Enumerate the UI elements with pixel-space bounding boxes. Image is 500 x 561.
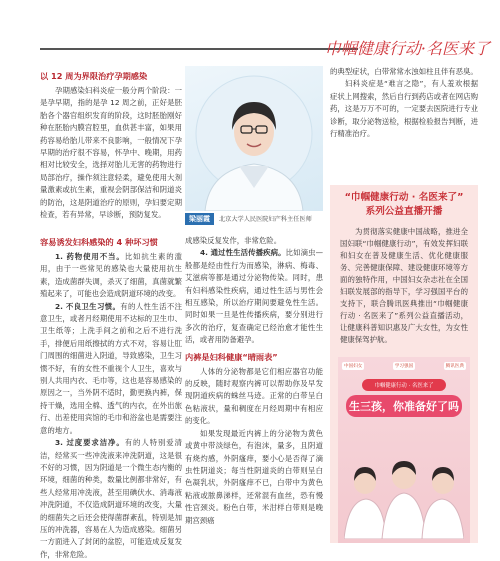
paragraph — [185, 247, 323, 346]
heading-12-weeks: 以 12 周为界限治疗孕期感染 — [40, 71, 148, 81]
doctor-portrait — [185, 66, 323, 211]
subheading: 1. 药物使用不当。 — [55, 252, 125, 261]
paragraph: 妇科炎症是“难言之隐”，有人羞欢根据症状上网搜索，然后自行到药店或者在网店购药，这是万万不可的，一定要去医院进行专业诊断，取分泌物送检，根据检验报告判断，进行精准治疗。 — [330, 79, 478, 139]
middle-column — [185, 235, 323, 527]
promo-body: 为贯彻落实健康中国战略，推进全国妇联“巾帼健康行动”，有效发挥妇联和妇女在普及健康生活、优化健康服务、完善健康保障、建设健康环境等方面的独特作用，中国妇女杂志社在全国妇联发展部的指导下，学习强国平台的支持下，联合腾讯医典推出“巾帼健康行动 · 名医来了”系列公益直播活动，让健康科普知识惠及广大女性，为女性健康保驾护航。 — [340, 227, 468, 344]
doctor-name: 梁丽霞 — [185, 213, 214, 225]
heading-bad-habits: 容易诱发妇科感染的 4 种坏习惯 — [40, 237, 158, 247]
doctor-title: 北京大学人民医院妇产科主任医师 — [219, 216, 312, 223]
paragraph — [40, 301, 182, 437]
paragraph: 如果发现最近内裤上的分泌物为黄色或黄中带淡绿色，有泡沫，量多，且阴道有烧灼感，外阴瘙痒，要小心是否得了滴虫性阴道炎；每当性阴道炎的白带则呈白色凝乳状，外阴瘙痒不已，白带中为黄色粘液或脓鼻涕样，还常混有血丝，恐有慢性宫颈炎。粉色白带，米泔样白带则是晚期宫颈癌 — [185, 428, 323, 525]
promo-box — [330, 185, 478, 543]
left-column — [40, 66, 182, 221]
heading-underwear: 内裤是妇科健康“晴雨表” — [185, 351, 278, 362]
subheading: 2. 不良卫生习惯。 — [55, 301, 121, 311]
poster-doctors-illustration — [344, 421, 464, 539]
logo-xuexi-qiangguo: 学习强国 — [394, 364, 414, 369]
paragraph: 孕期感染妇科炎症一般分两个阶段：一是孕早期，指的是孕 12 周之前，正好是胚胎各个器官组织发育的阶段，这时胚胎刚好种在胚胎内膜宫腔里，血供甚丰富，如果用药容易给胎儿带来不良影响，一般情况下孕早期的治疗很不容易，怀孕中、晚期，用药相对比较安全，选择对胎儿无害的药物进行局部治疗，操作须注意轻柔，避免使用大剂量激素或抗生素，重视会阴部保洁和阴道炎的防治，这是阴道治疗的原则，孕妇要定期检查，若有异常，早诊断，预防复发。 — [40, 86, 182, 220]
live-stream-poster — [338, 357, 470, 543]
logo-zhongguo-funv: 中国妇女 — [344, 364, 363, 369]
photo-caption — [185, 211, 323, 225]
paragraph: 的典型症状，白带常常水浊如柱且伴有恶臭。 — [330, 67, 478, 76]
left-column-lower — [40, 232, 182, 561]
header-rule — [40, 48, 358, 50]
subheading: 3. 过度要求洁净。 — [55, 438, 125, 448]
paragraph-text: 比如滴虫—般都是经由性行为而感染，淋病、梅毒、艾滋病等都是通过分泌物传染。同时，患有妇科感染性疾病，通过性生活与男性会相互感染，所以治疗期间要避免性生活。同时如果一旦是性传播疾病，要分别进行多次的治疗，复查确定已经治愈才能性生活，或者用防备避孕。 — [185, 248, 323, 345]
section-title: 巾帼健康行动·名医来了 — [324, 39, 490, 58]
paragraph-text: 比如抗生素的滥用，由于一些常见的感染也大量使用抗生素，造成菌群失调，杀灭了细菌，真菌就繁殖起来了，可能也会造成阴道环境的改变。 — [40, 252, 182, 299]
logo-tencent-yidian: 腾讯医典 — [445, 364, 464, 369]
promo-subtitle: 系列公益直播开播 — [365, 206, 443, 217]
right-column — [330, 66, 478, 140]
paragraph: 人体的分泌物都是它们相应器官功能的反映，随时观察内裤可以帮助你及早发现阴道疾病的蛛丝马迹。正常的白带呈白色粘液状，量和稠度在月经周期中有相应的变化。 — [185, 366, 323, 426]
paragraph-text: 有的人特别爱清洁，经常买一些冲洗液来冲洗阴道，这是很不好的习惯，因为阴道是一个微生态内衡的环境，细菌的种类，数量比例都非常好，有些人经常用冲洗液，甚至用碘伏水、消毒液冲洗阴道，不仅造成阴道环境的改变，大量的细菌失之后还会使得菌群紊乱，特别是加压的冲洗器，容易在人为造成感染。细菌另一方面进入了封闭的盆腔，可能造成反复发作，非常危险。 — [40, 438, 182, 559]
poster-logos — [342, 362, 466, 370]
paragraph — [40, 437, 182, 561]
poster-heading: 巾帼健康行动 · 名医来了 — [362, 379, 446, 391]
paragraph-text: 有的人性生活不注意卫生，或者月经期使用不达标的卫生巾、卫生纸等；上洗手间之前和之后不进行洗手，排便后用纸擦拭的方式不对，容易让肛门周围的细菌进入阴道，导致感染，卫生习惯不好，有的女性不重视个人卫生，喜欢与别人共用内衣、毛巾等，这也是容易感染的原因之一，当外阴不适时，勤更换内裤，保持干燥，选用全棉、透气的内衣，在外出旅行、出差使用宾馆的毛巾和浴盆也是需要注意的地方。 — [40, 301, 182, 435]
paragraph — [40, 251, 182, 301]
paragraph: 成感染反复发作，非常危险。 — [185, 236, 282, 245]
subheading: 4. 通过性生活传播疾病。 — [200, 248, 286, 258]
promo-title: “巾帼健康行动 · 名医来了” — [344, 192, 464, 203]
doctor-photo — [185, 66, 323, 211]
poster-slogan: 生三孩，你准备好了吗 — [346, 395, 462, 417]
